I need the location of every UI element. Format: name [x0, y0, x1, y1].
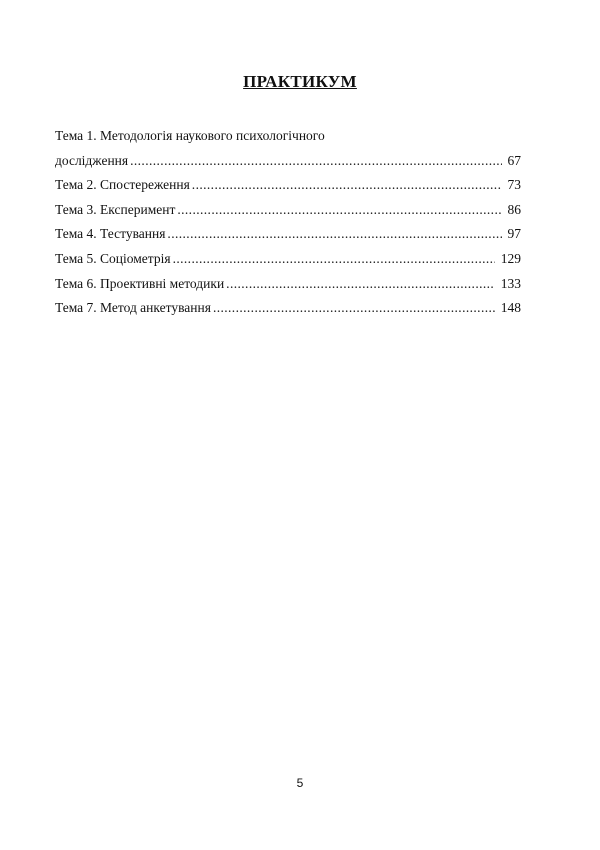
toc-entry-page: 133: [500, 275, 521, 291]
toc-leader-dots: [130, 149, 501, 174]
toc-entry-label: Тема 4. Тестування: [55, 226, 166, 242]
toc-entry-page: 86: [507, 201, 521, 217]
toc-entry-page: 97: [507, 226, 521, 242]
toc-entry-1-line1: Тема 1. Методологія наукового психологічного: [55, 128, 325, 143]
toc-entry-label: Тема 7. Метод анкетування: [55, 300, 211, 316]
toc-entry-label: дослідження: [55, 152, 129, 168]
toc-entry-page: 148: [500, 300, 521, 316]
toc-entry-1: [55, 149, 521, 174]
toc-entry-label: Тема 5. Соціометрія: [55, 250, 171, 266]
toc-entry-2: [55, 173, 521, 198]
toc-entry-page: 129: [500, 250, 521, 266]
page-number: 5: [296, 776, 304, 790]
toc-entry-3: [55, 198, 521, 223]
toc-entry-5: [55, 247, 521, 272]
toc-leader-dots: [167, 222, 501, 247]
page-title: ПРАКТИКУМ: [243, 72, 357, 91]
toc-entry-6: [55, 272, 521, 297]
toc-entry-label: Тема 3. Експеримент: [55, 201, 176, 217]
toc-entry-4: [55, 222, 521, 247]
toc-entry-7: [55, 296, 521, 321]
toc-leader-dots: [177, 198, 501, 223]
toc-entry-page: 67: [507, 152, 521, 168]
table-of-contents: [55, 124, 521, 321]
toc-leader-dots: [213, 296, 495, 321]
toc-leader-dots: [192, 173, 502, 198]
toc-entry-label: Тема 2. Спостереження: [55, 177, 190, 193]
toc-leader-dots: [226, 272, 495, 297]
toc-entry-label: Тема 6. Проективні методики: [55, 275, 225, 291]
toc-entry-page: 73: [507, 177, 521, 193]
toc-leader-dots: [173, 247, 495, 272]
